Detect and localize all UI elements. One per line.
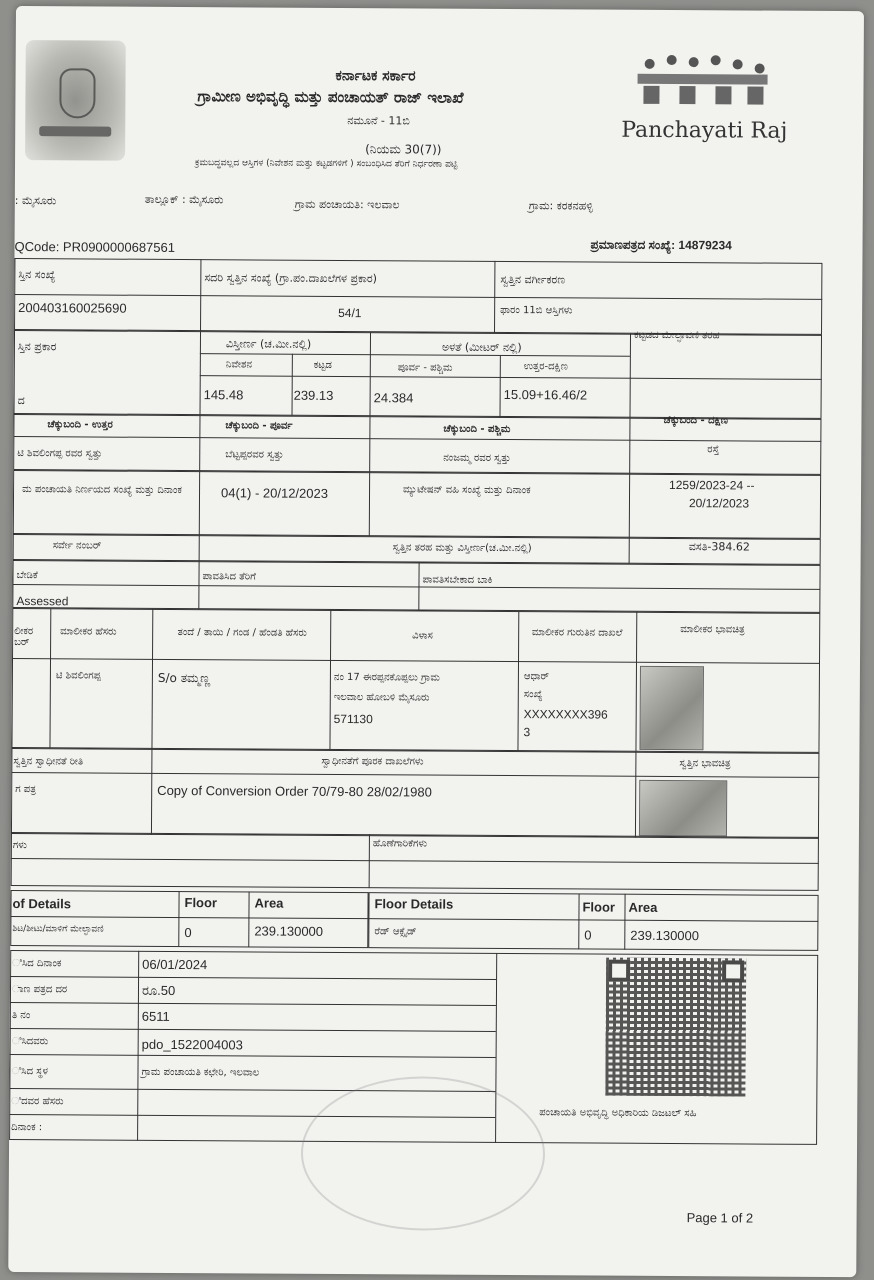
roof-type-value: ಶಿಟ/ಶೀಟು/ಮಾಳಿಗೆ ಮೇಲ್ಛಾವಣಿ <box>12 923 104 935</box>
owner-number-label: ಲೀಕರ ಬರ್ <box>14 626 34 649</box>
owner-id-number: XXXXXXXX396 <box>523 707 608 722</box>
possession-mode-label: ಸ್ವತ್ತಿನ ಸ್ವಾಧೀನತೆ ರೀತಿ <box>13 755 84 768</box>
balance-label: ಪಾವತಿಸಬೇಕಾದ ಬಾಕಿ <box>422 574 493 586</box>
place-value: ಗ್ರಾಮ ಪಂಚಾಯತಿ ಕಛೇರಿ, ಇಲವಾಲ <box>141 1066 260 1079</box>
dept-title: ಗ್ರಾಮೀಣ ಅಭಿವೃದ್ಧಿ ಮತ್ತು ಪಂಚಾಯತ್ ರಾಜ್ ಇಲಾಖೆ <box>197 87 464 107</box>
digital-signature-label: ಪಂಚಾಯತಿ ಅಭಿವೃದ್ಧಿ ಅಧಿಕಾರಿಯ ಡಿಜಟಲ್ ಸಹಿ <box>539 1107 697 1120</box>
relation-label: ತಂದೆ / ತಾಯಿ / ಗಂಡ / ಹೆಂಡತಿ ಹೆಸರು <box>177 626 307 639</box>
resolution-label: ಮ ಪಂಚಾಯತಿ ನಿರ್ಣಯದ ಸಂಖ್ಯೆ ಮತ್ತು ದಿನಾಂಕ <box>22 484 182 497</box>
page-number: Page 1 of 2 <box>686 1210 754 1226</box>
resolution-value: 04(1) - 20/12/2023 <box>220 485 329 501</box>
classification-value: ಫಾರಂ 11ಬಿ ಆಸ್ತಿಗಳು <box>500 304 573 317</box>
east-boundary-label: ಚೆಕ್ಕುಬಂದಿ - ಪೂರ್ವ <box>225 420 293 432</box>
area-label: ವಿಸ್ತೀರ್ಣ (ಚ.ಮೀ.ನಲ್ಲಿ) <box>225 337 312 351</box>
south-boundary-value: ರಸ್ತೆ <box>707 444 720 456</box>
site-label: ನಿವೇಶನ <box>225 359 253 371</box>
floor-type-value: ರೆಡ್ ಆಕ್ಸೈಡ್ <box>374 926 417 938</box>
receiver-date-label: ದಿನಾಂಕ : <box>11 1121 43 1134</box>
issuer-value: pdo_1522004003 <box>141 1036 243 1053</box>
panchayati-raj-logo-icon <box>619 50 779 111</box>
owner-id-label: ಮಾಲೀಕರ ಗುರುತಿನ ದಾಖಲೆ <box>531 627 623 639</box>
village: ಗ್ರಾಮ: ಕರಕನಹಳ್ಳಿ <box>528 199 593 213</box>
issuer-label: ಿಸಿದವರು <box>11 1035 49 1048</box>
type-area-label: ಸ್ವತ್ತಿನ ತರಹ ಮತ್ತು ವಿಸ್ತೀರ್ಣ(ಚ.ಮೀ.ನಲ್ಲಿ) <box>392 542 532 555</box>
owner-id-number-label: ಸಂಖ್ಯೆ <box>523 689 543 701</box>
possession-docs-value: Copy of Conversion Order 70/79-80 28/02/1980 <box>157 782 432 800</box>
type-area-value: ವಸತಿ-384.62 <box>688 540 750 554</box>
north-boundary-value: ಟಿ ಶಿವಲಿಂಗಪ್ಪ ರವರ ಸ್ವತ್ತು <box>17 448 103 460</box>
owner-photo <box>639 666 704 750</box>
receipt-label: ತಿ ನಂ <box>11 1009 31 1022</box>
west-boundary-value: ನಂಜಮ್ಮ ರವರ ಸ್ವತ್ತು <box>443 452 511 465</box>
receipt-value: 6511 <box>141 1008 170 1024</box>
property-id-label: ಸ್ತಿನ ಸಂಖ್ಯೆ <box>18 268 56 282</box>
survey-label: ಸರ್ವೇ ನಂಬರ್ <box>52 540 102 552</box>
dimensions-label: ಅಳತೆ (ಮೀಟರ್ ನಲ್ಲಿ) <box>441 340 522 355</box>
place-label: ಿಸಿದ ಸ್ಥಳ <box>11 1065 49 1078</box>
gov-title: ಕರ್ನಾಟಕ ಸರ್ಕಾರ <box>335 67 416 85</box>
measurement-table <box>14 330 822 419</box>
owner-relation: S/o ತಮ್ಮಣ್ಣ <box>157 670 211 686</box>
address-line1: ನಂ 17 ಈರಪ್ಪನಕೊಪ್ಪಲು ಗ್ರಾಮ <box>333 671 440 684</box>
site-area-value: 145.48 <box>203 387 244 403</box>
address-line2: ಇಲವಾಲ ಹೋಬಳಿ ಮೈಸೂರು <box>333 691 430 704</box>
form-number: ನಮೂನೆ - 11ಬಿ <box>347 114 410 128</box>
mutation-value-line1: 1259/2023-24 -- <box>669 477 755 493</box>
floor-area-header: Area <box>628 899 658 915</box>
encumbrance-left-label: ಗಳು <box>12 839 27 852</box>
issue-date-label: ಿಸಿದ ದಿನಾಂಕ <box>12 957 62 970</box>
taluk: ತಾಲ್ಲೂಕ್ : ಮೈಸೂರು <box>144 192 224 207</box>
gram-panchayat: ಗ್ರಾಮ ಪಂಚಾಯತಿ: ಇಲವಾಲ <box>294 197 400 212</box>
roof-details-header: of Details <box>12 895 72 912</box>
receiver-label: ಿದವರ ಹೆಸರು <box>11 1095 64 1108</box>
mutation-label: ಮ್ಯುಟೇಷನ್ ವಹಿ ಸಂಖ್ಯೆ ಮತ್ತು ದಿನಾಂಕ <box>403 484 531 497</box>
building-label: ಕಟ್ಟಡ <box>313 359 332 371</box>
faint-seal <box>301 1076 546 1231</box>
assessed-text: Assessed <box>16 594 69 609</box>
paid-tax-label: ಪಾವತಿಸಿದ ತೆರಿಗೆ <box>202 571 256 583</box>
roof-floor-header: Floor <box>184 895 218 911</box>
roof-area-header: Area <box>254 895 284 911</box>
property-photo-label: ಸ್ವತ್ತಿನ ಭಾವಚಿತ್ರ <box>679 758 731 770</box>
owner-id-type: ಆಧಾರ್ <box>523 671 550 683</box>
logo-text: Panchayati Raj <box>621 117 788 144</box>
property-photo <box>639 780 727 837</box>
south-boundary-label: ಚೆಕ್ಕುಬಂದಿ - ದಕ್ಷಿಣ <box>663 414 728 427</box>
qr-code-icon <box>605 958 746 1097</box>
mutation-value-line2: 20/12/2023 <box>688 496 750 511</box>
property-id-value: 200403160025690 <box>18 300 127 316</box>
owner-name: ಟಿ ಶಿವಲಿಂಗಪ್ಪ <box>55 670 101 682</box>
roof-floor-value: 0 <box>184 925 192 941</box>
form-description: ಕ್ರಮಬದ್ಧವಲ್ಲದ ಆಸ್ತಿಗಳ (ನಿವೇಶನ ಮತ್ತು ಕಟ್ಟಡಗಳಿಗೆ ) ಸಂಬಂಧಿಸಿದ ತೆರಿಗೆ ನಿರ್ಧರಣಾ ಪಟ್ಟಿ <box>195 158 458 170</box>
address-label: ವಿಳಾಸ <box>412 630 433 642</box>
old-number-value: 54/1 <box>338 305 362 321</box>
document-sheet <box>8 6 864 1277</box>
state-emblem-icon <box>25 40 126 161</box>
owner-id-number-tail: 3 <box>523 725 531 740</box>
old-number-label: ಸದರಿ ಸ್ವತ್ತಿನ ಸಂಖ್ಯೆ (ಗ್ರಾ.ಪಂ.ದಾಖಲೆಗಳ ಪ್ರಕಾರ) <box>204 271 377 286</box>
possession-docs-label: ಸ್ವಾಧೀನತೆಗೆ ಪೂರಕ ದಾಖಲೆಗಳು <box>321 755 424 768</box>
issue-date-value: 06/01/2024 <box>142 956 208 973</box>
east-west-value: 24.384 <box>373 390 414 406</box>
certificate-number: ಪ್ರಮಾಣಪತ್ರದ ಸಂಖ್ಯೆ: 14879234 <box>590 237 732 253</box>
classification-label: ಸ್ವತ್ತಿನ ವರ್ಗೀಕರಣ <box>500 272 566 287</box>
rule-number: (ನಿಯಮ 30(7)) <box>365 142 442 157</box>
east-west-label: ಪೂರ್ವ - ಪಶ್ಚಿಮ <box>397 362 453 374</box>
north-south-label: ಉತ್ತರ-ದಕ್ಷಿಣ <box>523 361 568 373</box>
owner-photo-label: ಮಾಲೀಕರ ಭಾವಚಿತ್ರ <box>680 624 745 636</box>
west-boundary-label: ಚೆಕ್ಕುಬಂದಿ - ಪಶ್ಚಿಮ <box>443 423 511 436</box>
owner-name-label: ಮಾಲೀಕರ ಹೆಸರು <box>60 626 117 638</box>
floor-details-header: Floor Details <box>374 896 454 912</box>
liabilities-label: ಹೊಣೆಗಾರಿಕೆಗಳು <box>372 838 428 850</box>
north-boundary-label: ಚೆಕ್ಕುಬಂದಿ - ಉತ್ತರ <box>47 419 113 431</box>
qr-code-id: QCode: PR0900000687561 <box>14 238 176 255</box>
floor-header: Floor <box>582 899 616 915</box>
roof-area-value: 239.130000 <box>254 923 324 939</box>
fee-label: ಾಣ ಪತ್ರದ ದರ <box>11 983 68 996</box>
fee-value: ರೂ.50 <box>141 982 176 998</box>
roof-type-label: ಕಟ್ಟಡದ ಮೇಲ್ಛಾವಣಿ ತರಹ <box>633 329 720 342</box>
north-south-value: 15.09+16.46/2 <box>503 386 588 403</box>
address-pincode: 571130 <box>333 711 373 727</box>
east-boundary-value: ಬೆಟ್ಟಪ್ಪರವರ ಸ್ವತ್ತು <box>225 449 284 461</box>
type-value: ದ <box>17 394 25 408</box>
floor-value: 0 <box>584 927 592 943</box>
type-label: ಸ್ತಿನ ಪ್ರಕಾರ <box>17 340 57 354</box>
district: : ಮೈಸೂರು <box>14 193 57 208</box>
floor-area-value: 239.130000 <box>630 927 700 944</box>
demand-label: ಬೇಡಿಕೆ <box>16 570 38 582</box>
possession-mode-value: ಗ ಪತ್ರ <box>15 784 36 796</box>
building-area-value: 239.13 <box>293 387 334 403</box>
